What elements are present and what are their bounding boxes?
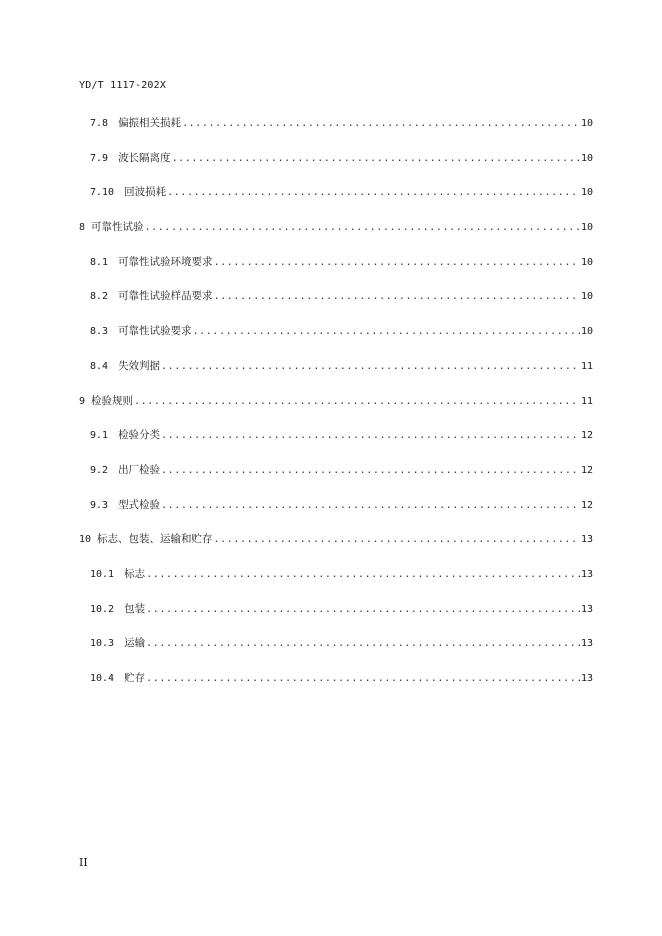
toc-entry-number: 9.1 bbox=[90, 430, 109, 442]
toc-entry-number: 8.4 bbox=[90, 360, 109, 372]
toc-leader-dots bbox=[172, 150, 580, 168]
toc-entry[interactable] bbox=[79, 218, 593, 253]
toc-entry-number: 9.2 bbox=[90, 464, 109, 476]
toc-leader-dots bbox=[134, 393, 580, 411]
toc-entry[interactable] bbox=[79, 461, 593, 496]
toc-entry-title: 可靠性试验样品要求 bbox=[118, 290, 213, 303]
toc-entry-title: 贮存 bbox=[124, 672, 146, 684]
toc-entry[interactable] bbox=[79, 253, 593, 288]
toc-entry-number: 8.3 bbox=[90, 326, 109, 338]
document-id-header: YD/T 1117-202X bbox=[79, 80, 167, 91]
toc-entry-page: 13 bbox=[580, 638, 593, 650]
toc-entry-number: 8 bbox=[79, 222, 86, 234]
toc-entry-page: 10 bbox=[580, 326, 593, 338]
toc-entry[interactable] bbox=[79, 287, 593, 322]
toc-entry-number: 8.1 bbox=[90, 256, 109, 268]
toc-entry-title: 失效判据 bbox=[118, 359, 161, 372]
toc-entry[interactable] bbox=[79, 149, 593, 184]
toc-entry-number: 10.4 bbox=[90, 673, 115, 684]
toc-leader-dots bbox=[145, 219, 580, 237]
table-of-contents bbox=[79, 114, 593, 704]
toc-entry-title: 偏振相关损耗 bbox=[118, 117, 182, 129]
toc-entry-title: 可靠性试验 bbox=[91, 221, 144, 234]
toc-entry-page: 10 bbox=[580, 187, 593, 199]
toc-entry-title: 波长隔离度 bbox=[118, 151, 171, 164]
toc-leader-dots bbox=[193, 323, 580, 341]
toc-entry-page: 10 bbox=[580, 256, 593, 268]
toc-entry-page: 11 bbox=[580, 395, 593, 407]
toc-entry-page: 13 bbox=[580, 673, 593, 684]
toc-entry-number: 10.3 bbox=[90, 638, 115, 650]
toc-leader-dots bbox=[214, 254, 580, 272]
toc-entry-page: 13 bbox=[580, 568, 593, 580]
page-number: II bbox=[79, 856, 88, 869]
toc-leader-dots bbox=[161, 358, 580, 376]
toc-entry-page: 12 bbox=[580, 464, 593, 476]
toc-entry[interactable] bbox=[79, 634, 593, 669]
toc-entry-title: 检验规则 bbox=[91, 394, 134, 407]
toc-entry-page: 10 bbox=[580, 118, 593, 129]
toc-entry-page: 13 bbox=[580, 603, 593, 615]
toc-entry-title: 出厂检验 bbox=[118, 463, 161, 476]
toc-entry-number: 10.1 bbox=[90, 568, 115, 580]
toc-leader-dots bbox=[146, 566, 580, 584]
toc-leader-dots bbox=[146, 601, 580, 619]
toc-entry[interactable] bbox=[79, 114, 593, 149]
toc-leader-dots bbox=[214, 288, 580, 306]
toc-entry-number: 7.9 bbox=[90, 152, 109, 164]
toc-leader-dots bbox=[214, 531, 580, 549]
toc-leader-dots bbox=[161, 427, 580, 445]
toc-entry-page: 12 bbox=[580, 430, 593, 442]
toc-entry-page: 12 bbox=[580, 499, 593, 511]
toc-entry-title: 检验分类 bbox=[118, 429, 161, 442]
toc-entry[interactable] bbox=[79, 600, 593, 635]
toc-entry-page: 10 bbox=[580, 291, 593, 303]
toc-entry-number: 10.2 bbox=[90, 603, 115, 615]
toc-entry[interactable] bbox=[79, 496, 593, 531]
toc-leader-dots bbox=[146, 670, 580, 688]
toc-entry[interactable] bbox=[79, 357, 593, 392]
toc-entry-number: 9.3 bbox=[90, 499, 109, 511]
toc-entry-page: 10 bbox=[580, 152, 593, 164]
toc-leader-dots bbox=[161, 497, 580, 515]
toc-leader-dots bbox=[182, 115, 580, 133]
toc-entry-title: 标志 bbox=[124, 567, 146, 580]
toc-entry[interactable] bbox=[79, 392, 593, 427]
toc-entry-title: 包装 bbox=[124, 602, 146, 615]
toc-leader-dots bbox=[146, 635, 580, 653]
toc-entry[interactable] bbox=[79, 530, 593, 565]
toc-entry[interactable] bbox=[79, 565, 593, 600]
toc-entry-page: 13 bbox=[580, 534, 593, 546]
toc-entry[interactable] bbox=[79, 426, 593, 461]
toc-entry-page: 10 bbox=[580, 222, 593, 234]
toc-entry-title: 回波损耗 bbox=[124, 186, 167, 199]
toc-entry-number: 7.10 bbox=[90, 187, 115, 199]
toc-entry[interactable] bbox=[79, 322, 593, 357]
toc-entry-title: 可靠性试验要求 bbox=[118, 325, 192, 338]
toc-entry-number: 7.8 bbox=[90, 118, 109, 129]
toc-entry[interactable] bbox=[79, 669, 593, 704]
toc-entry-number: 8.2 bbox=[90, 291, 109, 303]
toc-entry-title: 可靠性试验环境要求 bbox=[118, 255, 213, 268]
toc-entry-title: 型式检验 bbox=[118, 498, 161, 511]
toc-entry[interactable] bbox=[79, 183, 593, 218]
toc-entry-title: 运输 bbox=[124, 637, 146, 650]
toc-leader-dots bbox=[161, 462, 580, 480]
toc-entry-number: 10 bbox=[79, 534, 92, 546]
toc-leader-dots bbox=[167, 184, 580, 202]
toc-entry-title: 标志、包装、运输和贮存 bbox=[97, 533, 213, 546]
toc-entry-page: 11 bbox=[580, 360, 593, 372]
toc-entry-number: 9 bbox=[79, 395, 86, 407]
